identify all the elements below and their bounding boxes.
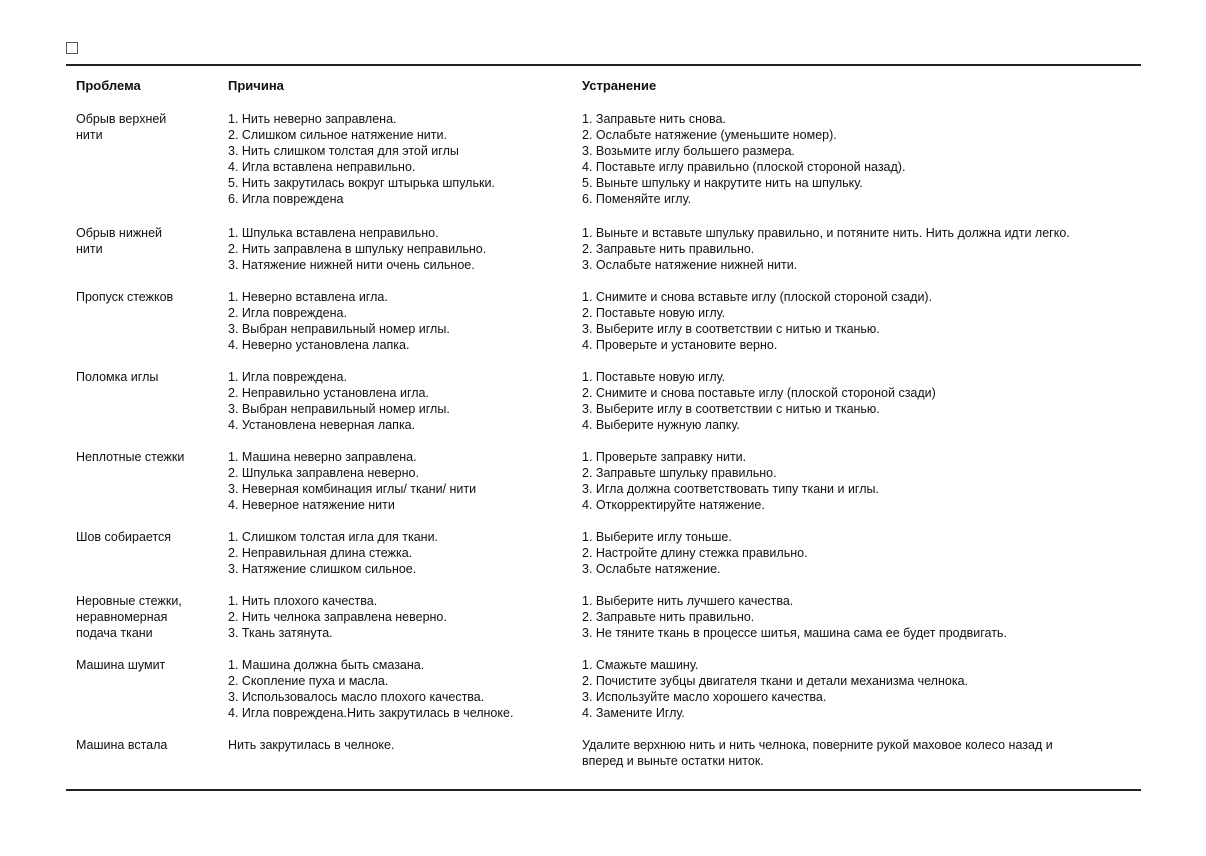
header-problem: Проблема — [76, 78, 141, 93]
top-rule — [66, 64, 1141, 66]
fix-cell-line: 5. Выньте шпульку и накрутите нить на шпульку. — [582, 176, 863, 190]
cause-cell-line: 3. Выбран неправильный номер иглы. — [228, 322, 450, 336]
fix-cell-line: 2. Настройте длину стежка правильно. — [582, 546, 808, 560]
fix-cell-line: 2. Ослабьте натяжение (уменьшите номер). — [582, 128, 837, 142]
cause-cell-line: 4. Игла вставлена неправильно. — [228, 160, 416, 174]
problem-cell-line: неравномерная — [76, 610, 168, 624]
fix-cell — [582, 657, 1202, 721]
cause-cell-line: 3. Нить слишком толстая для этой иглы — [228, 144, 459, 158]
cause-cell-line: 2. Слишком сильное натяжение нити. — [228, 128, 447, 142]
cause-cell-line: 1. Машина неверно заправлена. — [228, 450, 417, 464]
problem-cell-line: Обрыв верхней — [76, 112, 167, 126]
cause-cell-line: 1. Игла повреждена. — [228, 370, 347, 384]
cause-cell — [228, 737, 578, 753]
problem-cell-line: Машина встала — [76, 738, 168, 752]
problem-cell-line: нити — [76, 242, 103, 256]
fix-cell — [582, 529, 1202, 577]
fix-cell-line: 2. Заправьте нить правильно. — [582, 242, 755, 256]
problem-cell-line: Шов собирается — [76, 530, 172, 544]
fix-cell-line: 2. Поставьте новую иглу. — [582, 306, 726, 320]
problem-cell — [76, 593, 226, 641]
cause-cell-line: 2. Нить заправлена в шпульку неправильно. — [228, 242, 487, 256]
cause-cell-line: 2. Скопление пуха и масла. — [228, 674, 389, 688]
cause-cell-line: 5. Нить закрутилась вокруг штырька шпульки. — [228, 176, 495, 190]
cause-cell — [228, 225, 578, 273]
problem-cell-line: Неровные стежки, — [76, 594, 182, 608]
fix-cell-line: 1. Заправьте нить снова. — [582, 112, 726, 126]
problem-cell — [76, 657, 226, 673]
problem-cell — [76, 289, 226, 305]
fix-cell-line: 3. Выберите иглу в соответствии с нитью и тканью. — [582, 322, 880, 336]
cause-cell-line: 1. Нить неверно заправлена. — [228, 112, 397, 126]
bottom-rule — [66, 789, 1141, 791]
cause-cell — [228, 657, 578, 721]
problem-cell-line: Машина шумит — [76, 658, 166, 672]
cause-cell-line: 2. Нить челнока заправлена неверно. — [228, 610, 447, 624]
cause-cell-line: 1. Неверно вставлена игла. — [228, 290, 388, 304]
fix-cell-line: 2. Почистите зубцы двигателя ткани и детали механизма челнока. — [582, 674, 968, 688]
fix-cell-line: вперед и выньте остатки ниток. — [582, 754, 764, 768]
fix-cell-line: 4. Поставьте иглу правильно (плоской стороной назад). — [582, 160, 906, 174]
fix-cell-line: 2. Заправьте нить правильно. — [582, 610, 755, 624]
cause-cell-line: 4. Неверно установлена лапка. — [228, 338, 410, 352]
fix-cell-line: 3. Не тяните ткань в процессе шитья, машина сама ее будет продвигать. — [582, 626, 1007, 640]
fix-cell — [582, 111, 1202, 207]
cause-cell-line: 4. Установлена неверная лапка. — [228, 418, 416, 432]
fix-cell-line: 6. Поменяйте иглу. — [582, 192, 692, 206]
fix-cell-line: 1. Выньте и вставьте шпульку правильно, и потяните нить. Нить должна идти легко. — [582, 226, 1070, 240]
fix-cell — [582, 225, 1202, 273]
cause-cell-line: 1. Нить плохого качества. — [228, 594, 378, 608]
cause-cell-line: 2. Неправильная длина стежка. — [228, 546, 413, 560]
cause-cell — [228, 593, 578, 641]
problem-cell — [76, 449, 226, 465]
cause-cell — [228, 529, 578, 577]
fix-cell-line: Удалите верхнюю нить и нить челнока, поверните рукой маховое колесо назад и — [582, 738, 1053, 752]
fix-cell — [582, 593, 1202, 641]
fix-cell-line: 4. Откорректируйте натяжение. — [582, 498, 765, 512]
problem-cell — [76, 225, 226, 257]
fix-cell-line: 1. Снимите и снова вставьте иглу (плоской стороной сзади). — [582, 290, 933, 304]
problem-cell — [76, 369, 226, 385]
cause-cell-line: 2. Игла повреждена. — [228, 306, 347, 320]
problem-cell-line: Обрыв нижней — [76, 226, 163, 240]
cause-cell-line: 2. Шпулька заправлена неверно. — [228, 466, 419, 480]
cause-cell-line: 4. Неверное натяжение нити — [228, 498, 395, 512]
fix-cell-line: 3. Игла должна соответствовать типу ткани и иглы. — [582, 482, 879, 496]
fix-cell-line: 3. Ослабьте натяжение нижней нити. — [582, 258, 798, 272]
cause-cell-line: 1. Слишком толстая игла для ткани. — [228, 530, 439, 544]
cause-cell-line: 4. Игла повреждена.Нить закрутилась в челноке. — [228, 706, 514, 720]
problem-cell-line: Пропуск стежков — [76, 290, 174, 304]
cause-cell-line: 2. Неправильно установлена игла. — [228, 386, 429, 400]
problem-cell-line: подача ткани — [76, 626, 153, 640]
cause-cell — [228, 289, 578, 353]
header-cause: Причина — [228, 78, 284, 93]
problem-cell-line: Поломка иглы — [76, 370, 159, 384]
cause-cell — [228, 449, 578, 513]
fix-cell — [582, 737, 1202, 769]
fix-cell — [582, 449, 1202, 513]
problem-cell — [76, 111, 226, 143]
fix-cell-line: 3. Возьмите иглу большего размера. — [582, 144, 795, 158]
cause-cell-line: 6. Игла повреждена — [228, 192, 344, 206]
fix-cell — [582, 289, 1202, 353]
fix-cell-line: 1. Поставьте новую иглу. — [582, 370, 726, 384]
checkbox-icon — [66, 42, 78, 54]
fix-cell-line: 2. Снимите и снова поставьте иглу (плоской стороной сзади) — [582, 386, 936, 400]
cause-cell-line: 1. Шпулька вставлена неправильно. — [228, 226, 439, 240]
cause-cell-line: 3. Неверная комбинация иглы/ ткани/ нити — [228, 482, 477, 496]
fix-cell-line: 3. Ослабьте натяжение. — [582, 562, 721, 576]
cause-cell — [228, 111, 578, 207]
fix-cell-line: 2. Заправьте шпульку правильно. — [582, 466, 777, 480]
problem-cell — [76, 737, 226, 753]
cause-cell-line: 3. Выбран неправильный номер иглы. — [228, 402, 450, 416]
problem-cell — [76, 529, 226, 545]
fix-cell-line: 1. Выберите иглу тоньше. — [582, 530, 732, 544]
fix-cell-line: 3. Используйте масло хорошего качества. — [582, 690, 827, 704]
cause-cell-line: 3. Натяжение нижней нити очень сильное. — [228, 258, 475, 272]
cause-cell-line: 3. Натяжение слишком сильное. — [228, 562, 417, 576]
fix-cell-line: 4. Проверьте и установите верно. — [582, 338, 778, 352]
cause-cell-line: Нить закрутилась в челноке. — [228, 738, 395, 752]
problem-cell-line: Неплотные стежки — [76, 450, 185, 464]
cause-cell-line: 1. Машина должна быть смазана. — [228, 658, 425, 672]
cause-cell-line: 3. Ткань затянута. — [228, 626, 333, 640]
fix-cell-line: 1. Проверьте заправку нити. — [582, 450, 747, 464]
problem-cell-line: нити — [76, 128, 103, 142]
table-header — [76, 78, 1196, 96]
fix-cell-line: 4. Замените Иглу. — [582, 706, 685, 720]
fix-cell-line: 1. Выберите нить лучшего качества. — [582, 594, 794, 608]
header-fix: Устранение — [582, 78, 657, 93]
cause-cell-line: 3. Использовалось масло плохого качества. — [228, 690, 485, 704]
fix-cell-line: 4. Выберите нужную лапку. — [582, 418, 740, 432]
fix-cell — [582, 369, 1202, 433]
cause-cell — [228, 369, 578, 433]
fix-cell-line: 1. Смажьте машину. — [582, 658, 699, 672]
fix-cell-line: 3. Выберите иглу в соответствии с нитью и тканью. — [582, 402, 880, 416]
